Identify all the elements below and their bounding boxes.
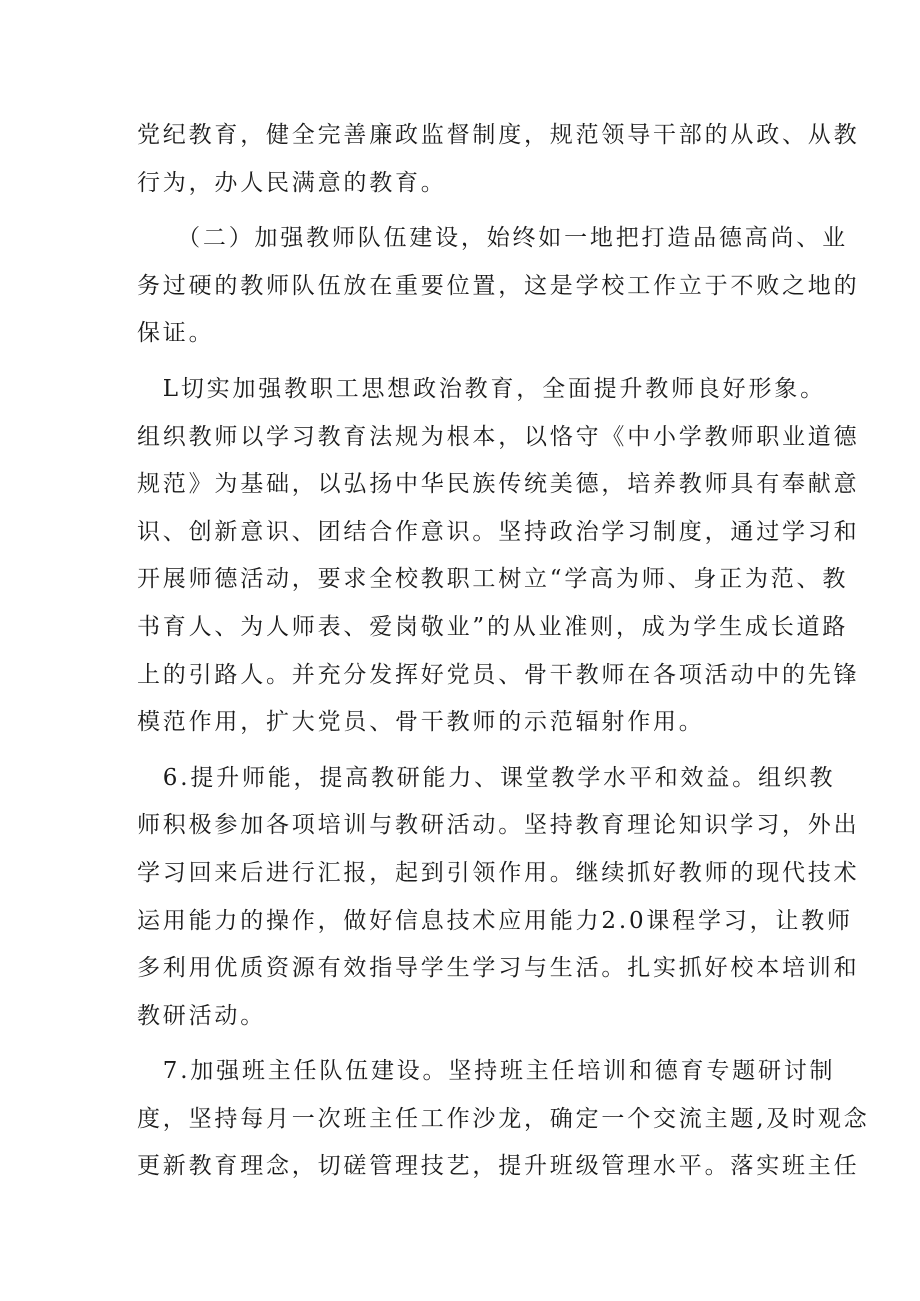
text-line: 学习回来后进行汇报，起到引领作用。继续抓好教师的现代技术 — [137, 859, 860, 886]
document-body — [137, 112, 870, 1191]
paragraph-item-7 — [137, 1048, 870, 1191]
text-line: 6.提升师能，提高教研能力、课堂教学水平和效益。组织教 — [137, 764, 836, 791]
text-line: L切实加强教职工思想政治教育，全面提升教师良好形象。 — [137, 375, 826, 402]
text-line: 度，坚持每月一次班主任工作沙龙，确定一个交流主题,及时观念 — [137, 1105, 870, 1132]
text-line: 组织教师以学习教育法规为根本，以恪守《中小学教师职业道德 — [137, 423, 860, 450]
text-line: 规范》为基础，以弘扬中华民族传统美德，培养教师具有奉献意 — [137, 471, 860, 498]
text-line: 教研活动。 — [137, 1002, 266, 1029]
paragraph-section-two — [137, 215, 860, 358]
text-line: 党纪教育，健全完善廉政监督制度，规范领导干部的从政、从教 — [137, 122, 860, 148]
paragraph-item-6 — [137, 755, 860, 1041]
text-line: 书育人、为人师表、爱岗敬业”的从业准则，成为学生成长道路 — [137, 613, 849, 640]
text-line: （二）加强教师队伍建设，始终如一地把打造品德高尚、业 — [137, 225, 848, 252]
text-line: 开展师德活动，要求全校教职工树立“学高为师、身正为范、教 — [137, 566, 849, 593]
text-line: 运用能力的操作，做好信息技术应用能力2.0课程学习，让教师 — [137, 907, 853, 934]
text-line: 多利用优质资源有效指导学生学习与生活。扎实抓好校本培训和 — [137, 955, 860, 982]
text-line: 更新教育理念，切磋管理技艺，提升班级管理水平。落实班主任 — [137, 1153, 860, 1180]
text-line: 7.加强班主任队伍建设。坚持班主任培训和德育专题研讨制 — [137, 1058, 836, 1085]
text-line: 师积极参加各项培训与教研活动。坚持教育理论知识学习，外出 — [137, 812, 860, 839]
text-line: 保证。 — [137, 320, 215, 347]
text-line: 上的引路人。并充分发挥好党员、骨干教师在各项活动中的先锋 — [137, 661, 860, 688]
text-line: 模范作用，扩大党员、骨干教师的示范辐射作用。 — [137, 709, 705, 736]
paragraph-party-discipline — [137, 112, 860, 207]
text-line: 务过硬的教师队伍放在重要位置，这是学校工作立于不败之地的 — [137, 272, 860, 299]
text-line: 行为，办人民满意的教育。 — [137, 169, 447, 196]
paragraph-item-ideology — [137, 366, 860, 747]
text-line: 识、创新意识、团结合作意识。坚持政治学习制度，通过学习和 — [137, 518, 860, 545]
